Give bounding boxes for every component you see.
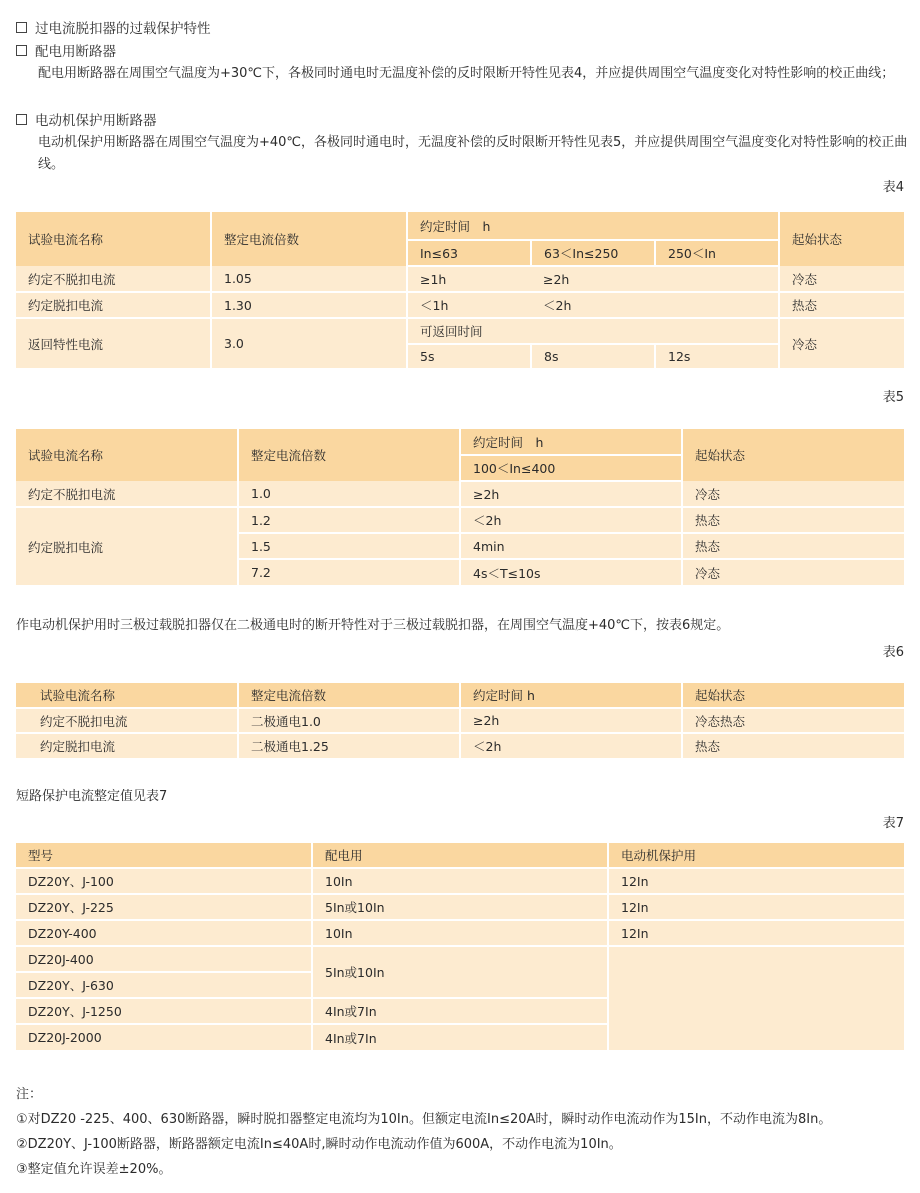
table6 — [16, 683, 904, 758]
table5-r3-state: 热态 — [682, 533, 904, 559]
table7 — [16, 843, 904, 1050]
checkbox-item-distribution[interactable] — [16, 40, 116, 60]
table-row — [16, 507, 904, 533]
table7-model: DZ20Y、J-225 — [16, 894, 312, 920]
table7-model: DZ20Y、J-630 — [16, 972, 312, 998]
notes-title: 注： — [16, 1087, 43, 1102]
checkbox-icon[interactable] — [16, 114, 27, 125]
table7-distribution: 4In或7In — [312, 1024, 608, 1050]
motor-two-pole-text: 作电动机保护用时三极过载脱扣器仅在二极通电时的断开特性对于三极过载脱扣器，在周围空气温度+40℃下，按表6规定。 — [16, 618, 730, 633]
table-row — [16, 946, 904, 972]
table4-r1-t1: ≥1h — [407, 266, 531, 292]
table4-r3-t2: 8s — [531, 344, 655, 368]
table5 — [16, 429, 904, 585]
table5-header-time: 约定时间 h — [460, 429, 682, 455]
table-row — [16, 318, 904, 344]
short-circuit-text: 短路保护电流整定值见表7 — [16, 789, 168, 804]
table4-r2-name: 约定脱扣电流 — [16, 292, 211, 318]
table7-model: DZ20Y、J-1250 — [16, 998, 312, 1024]
table-row — [16, 894, 904, 920]
table-row — [16, 292, 904, 318]
table6-header-row — [16, 683, 904, 708]
table4-sub-3: 250＜In — [655, 240, 779, 266]
table7-header-row — [16, 843, 904, 868]
table5-sub-1: 100＜In≤400 — [460, 455, 682, 481]
motor-description: 电动机保护用断路器在周围空气温度为+40℃，各极同时通电时，无温度补偿的反时限断开特性见表5，并应提供周围空气温度变化对特性影响的校正曲线。 — [38, 135, 908, 172]
table4-header-row — [16, 212, 904, 240]
table7-distribution: 10In — [312, 920, 608, 946]
table7-header-distribution: 配电用 — [312, 843, 608, 868]
note-2: ②DZ20Y、J-100断路器，断路器额定电流In≤40A时,瞬时动作电流动作值为600A，不动作电流为10In。 — [16, 1137, 622, 1152]
table7-header-motor: 电动机保护用 — [608, 843, 904, 868]
table4-r1-state: 冷态 — [779, 266, 904, 292]
table7-distribution: 5In或10In — [312, 946, 608, 998]
checkbox-item-overload[interactable] — [16, 17, 211, 37]
table7-motor: 12In — [608, 894, 904, 920]
table5-header-row — [16, 429, 904, 455]
table4-r2-mult: 1.30 — [211, 292, 407, 318]
table7-model: DZ20Y-400 — [16, 920, 312, 946]
table7-motor: 12In — [608, 920, 904, 946]
table5-header-state: 起始状态 — [682, 429, 904, 481]
table7-distribution: 4In或7In — [312, 998, 608, 1024]
table6-r2-mult: 二极通电1.25 — [238, 733, 460, 758]
table4-r2-state: 热态 — [779, 292, 904, 318]
table5-r4-time: 4s＜T≤10s — [460, 559, 682, 585]
table6-header-state: 起始状态 — [682, 683, 904, 708]
table-row — [16, 868, 904, 894]
table5-header-multiple: 整定电流倍数 — [238, 429, 460, 481]
table7-model: DZ20Y、J-100 — [16, 868, 312, 894]
table6-r1-name: 约定不脱扣电流 — [16, 708, 238, 733]
note-1: ①对DZ20 -225、400、630断路器，瞬时脱扣器整定电流均为10In。但额定电流In≤20A时，瞬时动作电流动作为15In，不动作电流为8In。 — [16, 1112, 832, 1127]
table4-sub-2: 63＜In≤250 — [531, 240, 655, 266]
table6-header-name: 试验电流名称 — [16, 683, 238, 708]
table4-sub-1: In≤63 — [407, 240, 531, 266]
checkbox-label: 配电用断路器 — [35, 44, 116, 60]
table6-r1-state: 冷态热态 — [682, 708, 904, 733]
table-row — [16, 708, 904, 733]
table7-model: DZ20J-2000 — [28, 1030, 102, 1045]
checkbox-label: 过电流脱扣器的过载保护特性 — [35, 21, 211, 37]
table7-distribution: 5In或10In — [312, 894, 608, 920]
distribution-description: 配电用断路器在周围空气温度为+30℃下，各极同时通电时无温度补偿的反时限断开特性见表4，并应提供周围空气温度变化对特性影响的校正曲线； — [38, 66, 895, 81]
table4-r2-t1: ＜1h — [407, 292, 531, 318]
table5-r3-time: 4min — [460, 533, 682, 559]
checkbox-label: 电动机保护用断路器 — [35, 113, 157, 129]
table4-r3-time-label: 可返回时间 — [407, 318, 779, 344]
table5-r1-state: 冷态 — [682, 481, 904, 507]
table7-label: 表7 — [882, 816, 904, 831]
table5-r1-time: ≥2h — [460, 481, 682, 507]
checkbox-item-motor[interactable] — [16, 109, 157, 129]
table6-header-multiple: 整定电流倍数 — [238, 683, 460, 708]
table5-r1-mult: 1.0 — [238, 481, 460, 507]
table6-label: 表6 — [882, 645, 904, 660]
table4-header-name: 试验电流名称 — [28, 232, 104, 247]
table5-r4-state: 冷态 — [682, 559, 904, 585]
table5-r3-mult: 1.5 — [238, 533, 460, 559]
table4-label: 表4 — [882, 180, 904, 195]
table4-r3-t3: 12s — [655, 344, 779, 368]
table4 — [16, 212, 904, 368]
table-row — [16, 481, 904, 507]
table5-r4-mult: 7.2 — [238, 559, 460, 585]
table7-motor — [608, 946, 904, 1050]
table4-r1-name: 约定不脱扣电流 — [16, 266, 211, 292]
table5-label: 表5 — [882, 390, 904, 405]
table-row — [16, 266, 904, 292]
table4-r3-name: 返回特性电流 — [28, 336, 104, 352]
table5-r1-name: 约定不脱扣电流 — [16, 481, 238, 507]
checkbox-icon[interactable] — [16, 22, 27, 33]
table6-r1-time: ≥2h — [460, 708, 682, 733]
table7-motor: 12In — [608, 868, 904, 894]
table-row — [16, 733, 904, 758]
note-3: ③整定值允许误差±20%。 — [16, 1162, 172, 1177]
table4-r2-t2: ＜2h — [531, 292, 779, 318]
table4-r3-mult: 3.0 — [211, 318, 407, 368]
table6-r1-mult: 二极通电1.0 — [238, 708, 460, 733]
table5-r2-state: 热态 — [682, 507, 904, 533]
table4-r3-t1: 5s — [407, 344, 531, 368]
table5-r2-name: 约定脱扣电流 — [28, 539, 104, 555]
table7-model: DZ20J-400 — [16, 946, 312, 972]
table4-header-time: 约定时间 h — [407, 212, 779, 240]
table6-header-time: 约定时间 h — [460, 683, 682, 708]
table4-header-state: 起始状态 — [779, 212, 904, 266]
table5-r2-time: ＜2h — [460, 507, 682, 533]
table-row — [16, 920, 904, 946]
table5-header-name: 试验电流名称 — [28, 448, 104, 463]
table6-r2-name: 约定脱扣电流 — [40, 739, 116, 754]
table4-r3-state: 冷态 — [779, 318, 904, 368]
table6-r2-time: ＜2h — [460, 733, 682, 758]
checkbox-icon[interactable] — [16, 45, 27, 56]
table4-r1-t2: ≥2h — [531, 266, 779, 292]
table4-r1-mult: 1.05 — [211, 266, 407, 292]
table6-r2-state: 热态 — [682, 733, 904, 758]
table4-header-multiple: 整定电流倍数 — [211, 212, 407, 266]
table7-header-model: 型号 — [16, 843, 312, 868]
table5-r2-mult: 1.2 — [238, 507, 460, 533]
table7-distribution: 10In — [312, 868, 608, 894]
